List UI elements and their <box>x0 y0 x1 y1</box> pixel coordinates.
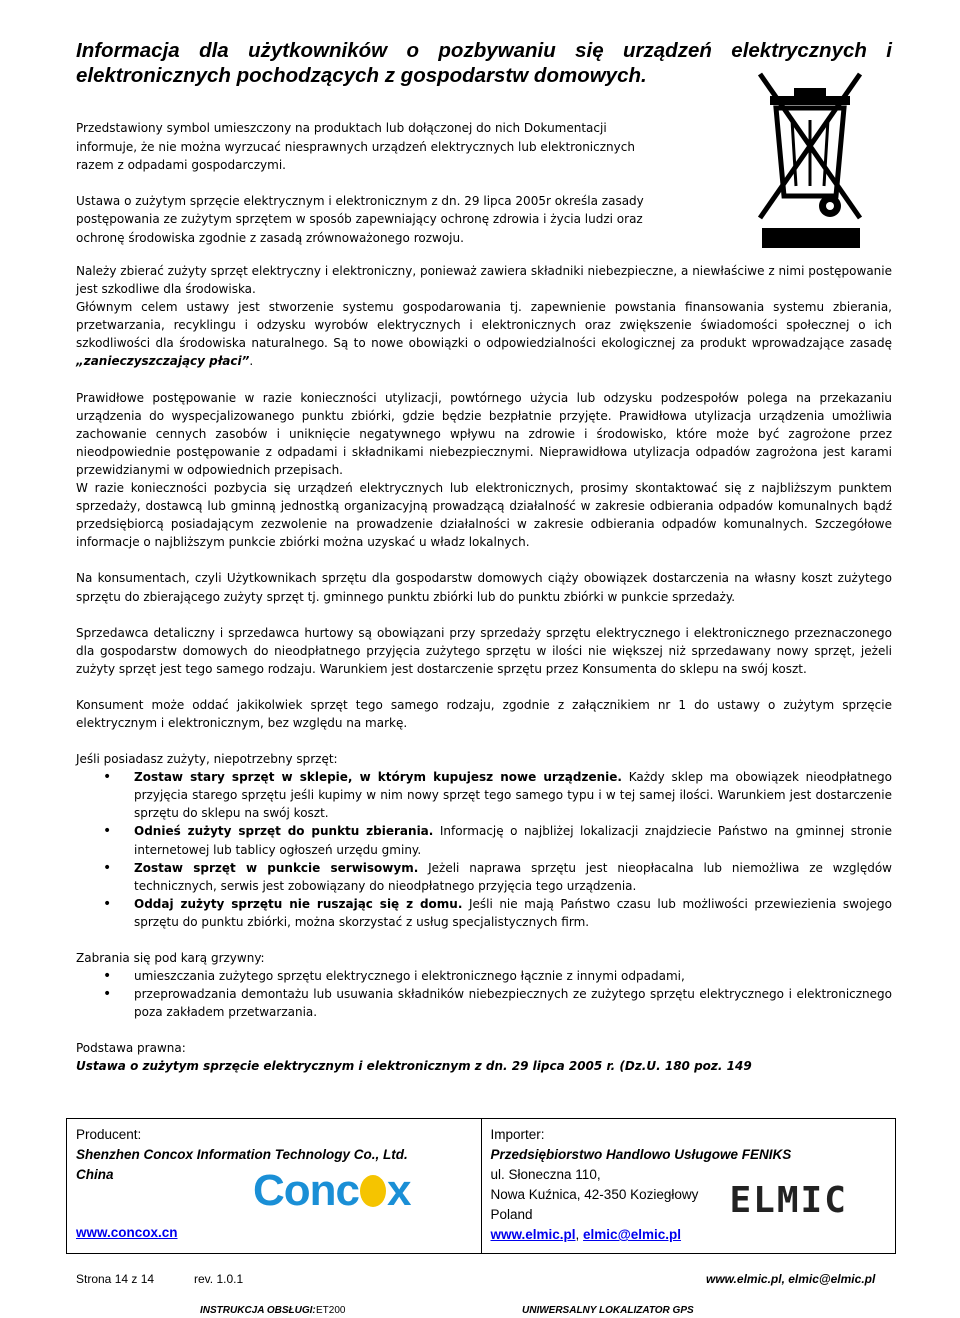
concox-website-link[interactable]: www.concox.cn <box>76 1225 178 1240</box>
footer-contact: www.elmic.pl, elmic@elmic.pl <box>706 1272 876 1286</box>
list2-intro: Zabrania się pod karą grzywny: <box>76 951 265 965</box>
list-item: • Odnieś zużyty sprzęt do punktu zbierania. Informację o najbliżej lokalizacji znajdziecie Państwo na gminnej stronie internetowej lub tablicy ogłoszeń urzędu gminy. <box>103 823 892 857</box>
manual-label: INSTRUKCJA OBSŁUGI: <box>200 1305 316 1316</box>
law-title: Ustawa o zużytym sprzęcie elektrycznym i elektronicznym z dn. <box>76 193 461 208</box>
page-number: Strona 14 z 14 <box>76 1272 155 1286</box>
producer-cell <box>67 1119 481 1253</box>
importer-country: Poland <box>490 1207 533 1222</box>
crossed-out-wheelie-bin-icon <box>756 68 866 253</box>
list-item: • przeprowadzania demontażu lub usuwania składników niebezpiecznych ze zużytego sprzętu elektrycznego i elektronicznego poza zakładem przetwarzania. <box>103 986 892 1020</box>
intro-paragraph-1: Przedstawiony symbol umieszczony na produktach lub dołączonej do nich Dokumentacji informuje, że nie można wyrzucać niesprawnych urządzeń elektrycznych lub elektronicznych razem z odpadami gospodarczymi. <box>76 121 635 172</box>
elmic-logo: ELMIC <box>729 1180 848 1221</box>
polluter-pays-phrase: „zanieczyszczający płaci” <box>76 354 250 369</box>
list1-intro: Jeśli posiadasz zużyty, niepotrzebny sprzęt: <box>76 752 338 767</box>
manufacturer-importer-table <box>66 1118 896 1254</box>
main-body <box>76 262 892 1076</box>
producer-country: China <box>76 1167 114 1182</box>
concox-logo: Conc x <box>253 1166 411 1215</box>
paragraph-hazard: Należy zbierać zużyty sprzęt elektryczny i elektroniczny, ponieważ zawiera składniki niebezpieczne, a niewłaściwe z nimi postępowanie jest szkodliwe dla środowiska. <box>76 264 892 297</box>
legal-basis-text: Ustawa o zużytym sprzęcie elektrycznym i elektronicznym z dn. 29 lipca 2005 r. (Dz.U. 180 poz. 149 <box>76 1059 752 1074</box>
elmic-website-link[interactable]: www.elmic.pl <box>490 1227 576 1242</box>
page-title: Informacja dla użytkowników o pozbywaniu się urządzeń elektrycznych i elektronicznych pochodzących z gospodarstw domowych. <box>76 39 892 87</box>
legal-basis-label: Podstawa prawna: <box>76 1041 186 1056</box>
producer-name: Shenzhen Concox Information Technology Co., Ltd. <box>76 1147 408 1162</box>
importer-street: ul. Słoneczna 110, <box>490 1167 601 1182</box>
model-name: ET200 <box>316 1305 346 1316</box>
elmic-email-link[interactable]: elmic@elmic.pl <box>583 1227 682 1242</box>
importer-label: Importer: <box>490 1127 545 1142</box>
options-list <box>76 768 892 931</box>
list-item: • Oddaj zużyty sprzętu nie ruszając się z domu. Jeśli nie mają Państwo czasu lub możliwości przewiezienia swojego sprzętu do punktu zbiórki, można skorzystać z usług specjalistycznych firm. <box>103 895 893 929</box>
revision: rev. 1.0.1 <box>194 1272 244 1286</box>
paragraph-seller-duty: Sprzedawca detaliczny i sprzedawca hurtowy są obowiązani przy sprzedaży sprzętu elektrycznego i elektronicznego przeznaczonego dla gospodarstw domowych do nieodpłatnego przyjęcia zużytego sprzętu w ilości nie większej niż sprzedawany nowy sprzęt, jeżeli zużyty sprzęt jest tego samego rodzaju. Warunkiem jest dostarczenie sprzętu przez Konsumenta do sklepu na swój koszt. <box>76 625 892 676</box>
intro-section <box>76 119 656 264</box>
importer-city: Nowa Kuźnica, 42-350 Koziegłowy <box>490 1187 699 1202</box>
product-name: UNIWERSALNY LOKALIZATOR GPS <box>522 1305 694 1316</box>
importer-name: Przedsiębiorstwo Handlowo Usługowe FENIKS <box>490 1147 792 1162</box>
producer-label: Producent: <box>76 1127 142 1142</box>
intro-paragraph-2: Ustawa o zużytym sprzęcie elektrycznym i elektronicznym z dn. 29 lipca 2005r określa zasady postępowania ze zużytym sprzętem w sposób zapewniający ochronę zdrowia i życia ludzi oraz ochronę środowiska zgodnie z zasadą zrównoważonego rozwoju. <box>76 193 644 245</box>
paragraph-any-brand: Konsument może oddać jakikolwiek sprzęt tego samego rodzaju, zgodnie z załącznikiem nr 1 do ustawy o zużytym sprzęcie elektrycznym i elektronicznym, bez względu na markę. <box>76 697 892 730</box>
paragraph-contact: W razie konieczności pozbycia się urządzeń elektrycznych lub elektronicznych, prosimy skontaktować się z najbliższym punktem sprzedaży, dostawcą lub gminną jednostką organizacyjną prowadzącą działalność w zakresie odbierania odpadów komunalnych bądź przedsiębiorcą posiadającym zezwolenie na prowadzenie działalności w zakresie odbierania odpadów komunalnych. Szczegółowe informacje o najbliższym punkcie zbiórki można uzyskać u władz lokalnych. <box>76 481 892 550</box>
prohibitions-list <box>76 967 892 1021</box>
paragraph-proper-disposal: Prawidłowe postępowanie w razie konieczności utylizacji, powtórnego użycia lub odzysku podzespołów polega na przekazaniu urządzenia do wyspecjalizowanego punktu zbiórki, gdzie będzie bezpłatnie przyjęte. Prawidłowa utylizacja urządzenia umożliwia zachowanie cennych zasobów i uniknięcie negatywnego wpływu na zdrowie i środowisko, które może być zagrożone przez nieodpowiednie postępowanie z odpadami i składnikami niebezpiecznymi. Nieprawidłowa utylizacja odpadów zagrożona jest karami przewidzianymi w odpowiednich przepisach. <box>76 390 892 477</box>
list-item: • umieszczania zużytego sprzętu elektrycznego i elektronicznego łącznie z innymi odpadami, <box>103 968 685 985</box>
paragraph-goal: Głównym celem ustawy jest stworzenie systemu gospodarowania tj. zapewnienie powstania finansowania systemu zbierania, przetwarzania, recyklingu i odzysku wyrobów elektrycznych i elektronicznych oraz zwiększenie świadomości społecznej o ich szkodliwości dla środowiska naturalnego. Są to nowe obowiązki o odpowiedzialności ekologicznej za produkt wprowadzające zasadę „zanieczyszczający płaci”. <box>76 300 892 369</box>
paragraph-consumer-duty: Na konsumentach, czyli Użytkownikach sprzętu dla gospodarstw domowych ciąży obowiązek dostarczenia na własny koszt zużytego sprzętu do zbierającego zużyty sprzęt tj. gminnego punktu zbiórki lub do punktu zbiórki w punkcie sprzedaży. <box>76 571 892 604</box>
list-item: • Zostaw sprzęt w punkcie serwisowym. Jeżeli naprawa sprzętu jest nieopłacalna lub niemożliwa ze względów technicznych, serwis jest zobowiązany do nieodpłatnego przyjęcia tego urządzenia. <box>103 859 892 893</box>
list-item: • Zostaw stary sprzęt w sklepie, w którym kupujesz nowe urządzenie. Każdy sklep ma obowiązek nieodpłatnego przyjęcia starego sprzętu jeśli kupimy w nim nowy sprzęt tego samego typu i w tej samej ilości. Warunkiem jest dostarczenie sprzętu do sklepu na swój koszt. <box>103 769 892 821</box>
bulb-icon <box>360 1175 386 1207</box>
importer-cell: Importer: Przedsiębiorstwo Handlowo Usługowe FENIKS ul. Słoneczna 110, Nowa Kuźnica, 42-350 Koziegłowy Poland www.elmic.pl, elmic@elmic.pl ELMIC <box>481 1119 896 1253</box>
